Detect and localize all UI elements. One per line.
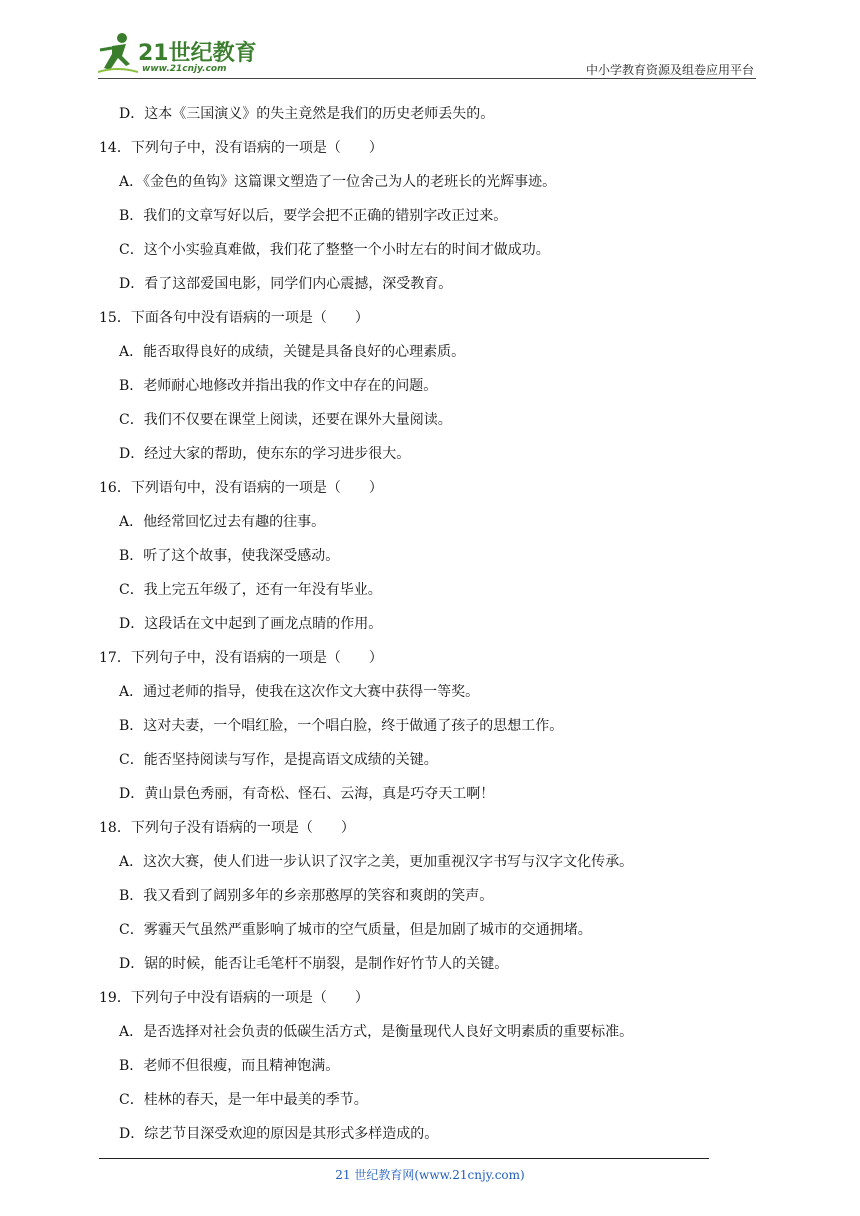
question-stem: 16．下列语句中，没有语病的一项是（ ） xyxy=(99,480,383,496)
footer-divider xyxy=(99,1158,709,1159)
runner-logo-icon xyxy=(98,30,138,76)
logo-url: www.21cnjy.com xyxy=(142,64,227,74)
question-list xyxy=(99,104,759,1158)
answer-option: D．经过大家的帮助，使东东的学习进步很大。 xyxy=(119,446,411,462)
answer-option: C．这个小实验真难做，我们花了整整一个小时左右的时间才做成功。 xyxy=(119,242,550,258)
logo xyxy=(98,30,263,78)
answer-option: A．《金色的鱼钩》这篇课文塑造了一位舍己为人的老班长的光辉事迹。 xyxy=(119,174,557,190)
answer-option: A．能否取得良好的成绩，关键是具备良好的心理素质。 xyxy=(119,344,466,360)
answer-option: B．这对夫妻，一个唱红脸，一个唱白脸，终于做通了孩子的思想工作。 xyxy=(119,718,564,734)
answer-option: D．黄山景色秀丽，有奇松、怪石、云海，真是巧夺天工啊！ xyxy=(119,786,495,802)
question-stem: 17．下列句子中，没有语病的一项是（ ） xyxy=(99,650,383,666)
header-divider xyxy=(98,78,756,79)
answer-option: B．我又看到了阔别多年的乡亲那憨厚的笑容和爽朗的笑声。 xyxy=(119,888,494,904)
answer-option: B．我们的文章写好以后，要学会把不正确的错别字改正过来。 xyxy=(119,208,508,224)
platform-name: 中小学教育资源及组卷应用平台 xyxy=(585,63,754,77)
answer-option: D．这本《三国演义》的失主竟然是我们的历史老师丢失的。 xyxy=(119,106,495,122)
answer-option: D．看了这部爱国电影，同学们内心震撼，深受教育。 xyxy=(119,276,453,292)
page-header xyxy=(98,30,756,80)
answer-option: A．他经常回忆过去有趣的往事。 xyxy=(119,514,326,530)
answer-option: C．桂林的春天，是一年中最美的季节。 xyxy=(119,1092,368,1108)
question-stem: 19．下列句子中没有语病的一项是（ ） xyxy=(99,990,369,1006)
answer-option: A．通过老师的指导，使我在这次作文大赛中获得一等奖。 xyxy=(119,684,480,700)
question-stem: 14．下列句子中，没有语病的一项是（ ） xyxy=(99,140,383,156)
answer-option: A．这次大赛，使人们进一步认识了汉字之美，更加重视汉字书写与汉字文化传承。 xyxy=(119,854,634,870)
answer-option: D．锯的时候，能否让毛笔杆不崩裂，是制作好竹节人的关键。 xyxy=(119,956,509,972)
answer-option: B．老师不但很瘦，而且精神饱满。 xyxy=(119,1058,340,1074)
answer-option: D．综艺节目深受欢迎的原因是其形式多样造成的。 xyxy=(119,1126,439,1142)
question-stem: 15．下面各句中没有语病的一项是（ ） xyxy=(99,310,369,326)
answer-option: A．是否选择对社会负责的低碳生活方式，是衡量现代人良好文明素质的重要标准。 xyxy=(119,1024,634,1040)
answer-option: C．能否坚持阅读与写作，是提高语文成绩的关键。 xyxy=(119,752,438,768)
question-stem: 18．下列句子没有语病的一项是（ ） xyxy=(99,820,355,836)
answer-option: B．听了这个故事，使我深受感动。 xyxy=(119,548,340,564)
answer-option: C．我们不仅要在课堂上阅读，还要在课外大量阅读。 xyxy=(119,412,452,428)
answer-option: D．这段话在文中起到了画龙点睛的作用。 xyxy=(119,616,383,632)
answer-option: C．雾霾天气虽然严重影响了城市的空气质量，但是加剧了城市的交通拥堵。 xyxy=(119,922,592,938)
answer-option: C．我上完五年级了，还有一年没有毕业。 xyxy=(119,582,382,598)
logo-text: 21世纪教育 xyxy=(138,41,257,66)
footer-text: 21 世纪教育网(www.21cnjy.com) xyxy=(335,1168,525,1182)
answer-option: B．老师耐心地修改并指出我的作文中存在的问题。 xyxy=(119,378,438,394)
